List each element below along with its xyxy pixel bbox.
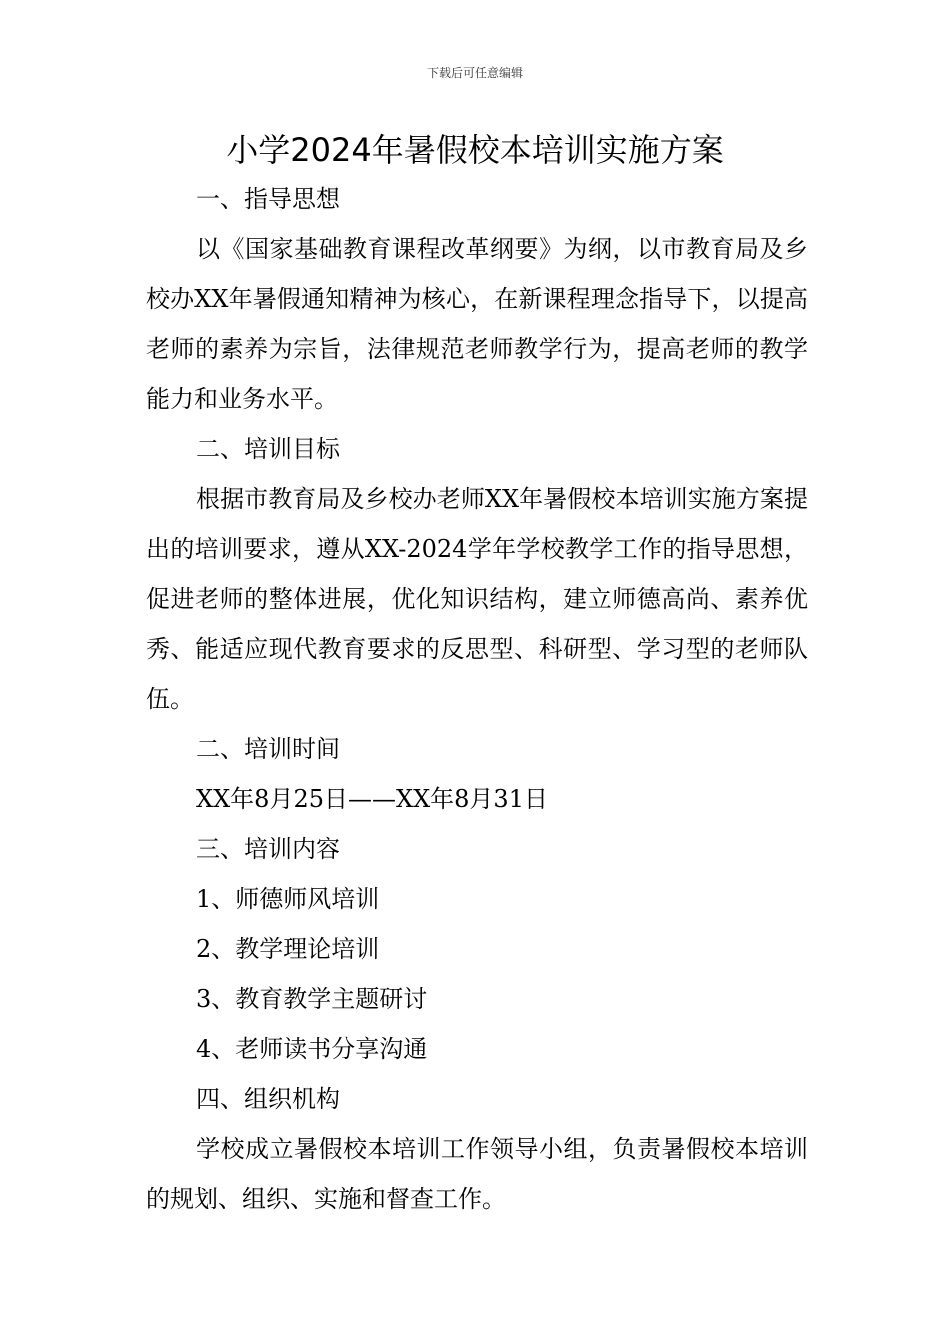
- page-header-note: 下载后可任意编辑: [426, 66, 523, 80]
- section-heading-organization: 四、组织机构: [196, 1085, 340, 1113]
- document-title: 小学2024年暑假校本培训实施方案: [226, 131, 724, 169]
- paragraph-training-time: XX年8月25日——XX年8月31日: [196, 785, 548, 813]
- section-heading-training-goals: 二、培训目标: [196, 435, 340, 463]
- section-heading-training-time: 二、培训时间: [196, 735, 340, 763]
- paragraph-training-goals: 根据市教育局及乡校办老师XX年暑假校本培训实施方案提出的培训要求，遵从XX-2024学年学校教学工作的指导思想，促进老师的整体进展，优化知识结构，建立师德高尚、素养优秀、能适应现代教育要求的反思型、科研型、学习型的老师队伍。: [146, 485, 808, 713]
- list-item-content-3: 3、教育教学主题研讨: [196, 985, 428, 1013]
- paragraph-organization: 学校成立暑假校本培训工作领导小组，负责暑假校本培训的规划、组织、实施和督查工作。: [146, 1135, 808, 1213]
- list-item-content-1: 1、师德师风培训: [196, 885, 380, 913]
- section-heading-training-content: 三、培训内容: [196, 835, 340, 863]
- paragraph-guiding-ideology: 以《国家基础教育课程改革纲要》为纲，以市教育局及乡校办XX年暑假通知精神为核心，在新课程理念指导下，以提高老师的素养为宗旨，法律规范老师教学行为，提高老师的教学能力和业务水平。: [146, 235, 808, 413]
- list-item-content-2: 2、教学理论培训: [196, 935, 380, 963]
- list-item-content-4: 4、老师读书分享沟通: [196, 1035, 428, 1063]
- document-body: [146, 174, 808, 1224]
- section-heading-guiding-ideology: 一、指导思想: [196, 185, 340, 213]
